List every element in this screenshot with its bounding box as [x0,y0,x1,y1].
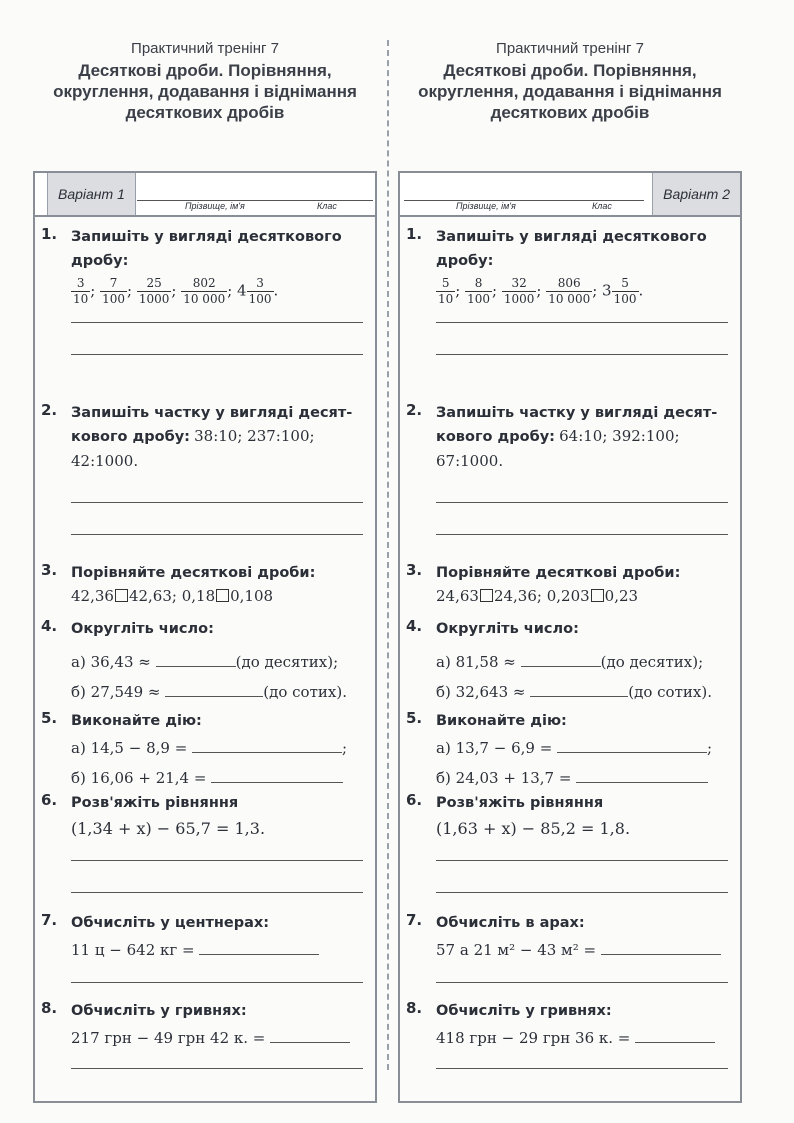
answer-line[interactable] [436,1067,728,1069]
task-5: 5. Виконайте дію: а) 13,7 − 6,9 = ; б) 24,03 + 13,7 = [406,709,713,787]
task-6: 6. Розв'яжіть рівняння (1,63 + x) − 85,2 = 1,8. [406,791,736,893]
answer-blank[interactable] [270,1028,350,1043]
answer-blank[interactable] [635,1028,715,1043]
answer-line[interactable] [436,981,728,983]
answer-line[interactable] [71,501,363,503]
task-7: 7. Обчисліть в арах: 57 а 21 м² − 43 м² = [406,911,736,983]
task-2: 2. Запишіть частку у вигляді десят- кового дробу: 64:10; 392:100; 67:1000. [406,401,736,535]
answer-blank[interactable] [530,682,628,697]
task-1: 1. Запишіть у вигляді десяткового дробу: $\frac{3}{10}$ ; $\frac{7}{100}$ ; $\frac{25}{1000}$ ; $\frac{802}{10 000}$ ; 4 $\frac{3}{100}$ . [41,225,371,355]
class-label: Клас [317,201,337,211]
answer-blank[interactable] [521,652,601,667]
task-8: 8. Обчисліть у гривнях: 217 грн − 49 грн 42 к. = [41,999,371,1069]
task-2: 2. Запишіть частку у вигляді десят- кового дробу: 38:10; 237:100; 42:1000. [41,401,371,535]
name-label: Прізвище, ім'я [185,201,245,211]
answer-line[interactable] [71,981,363,983]
worksheet-title: Десяткові дроби. Порівняння, округлення, додавання і віднімання десяткових дробів [418,61,722,122]
name-field[interactable] [137,200,373,201]
answer-line[interactable] [436,859,728,861]
answer-blank[interactable] [576,768,708,783]
worksheet-box [398,171,742,1103]
answer-line[interactable] [71,321,363,323]
answer-line[interactable] [436,321,728,323]
answer-line[interactable] [71,1067,363,1069]
task-1: 1. Запишіть у вигляді десяткового дробу: $\frac{5}{10}$ ; $\frac{8}{100}$ ; $\frac{32}{1000}$ ; $\frac{806}{10 000}$ ; 3 $\frac{5}{100}$ . [406,225,736,355]
task-4: 4. Округліть число: а) 81,58 ≈ (до десятих); б) 32,643 ≈ (до сотих). [406,617,712,701]
answer-blank[interactable] [192,738,342,753]
compare-box[interactable] [480,589,493,602]
variant-label: Варіант 2 [652,173,740,215]
fractions-row: $\frac{3}{10}$ ; $\frac{7}{100}$ ; $\frac{25}{1000}$ ; $\frac{802}{10 000}$ ; 4 $\frac{3}{100}$ . [73,276,279,306]
training-subtitle: Практичний тренінг 7 [496,40,644,57]
variant-2-column [398,40,742,1047]
task-8: 8. Обчисліть у гривнях: 418 грн − 29 грн 36 к. = [406,999,736,1069]
answer-blank[interactable] [557,738,707,753]
answer-line[interactable] [436,533,728,535]
compare-box[interactable] [216,589,229,602]
task-4: 4. Округліть число: а) 36,43 ≈ (до десятих); б) 27,549 ≈ (до сотих). [41,617,347,701]
answer-blank[interactable] [165,682,263,697]
training-subtitle: Практичний тренінг 7 [131,40,279,57]
student-header [35,173,375,217]
answer-blank[interactable] [211,768,343,783]
answer-blank[interactable] [199,940,319,955]
task-5: 5. Виконайте дію: а) 14,5 − 8,9 = ; б) 16,06 + 21,4 = [41,709,348,787]
compare-box[interactable] [591,589,604,602]
variant-label: Варіант 1 [47,173,136,215]
compare-box[interactable] [115,589,128,602]
worksheet-box [33,171,377,1103]
cut-line [387,40,389,1070]
task-3: 3. Порівняйте десяткові дроби: 24,63 24,36; 0,203 0,23 [406,561,681,605]
answer-line[interactable] [71,533,363,535]
answer-line[interactable] [71,353,363,355]
class-label: Клас [592,201,612,211]
fractions-row: $\frac{5}{10}$ ; $\frac{8}{100}$ ; $\frac{32}{1000}$ ; $\frac{806}{10 000}$ ; 3 $\frac{5}{100}$ . [438,276,644,306]
answer-blank[interactable] [601,940,721,955]
answer-blank[interactable] [156,652,236,667]
answer-line[interactable] [71,859,363,861]
name-label: Прізвище, ім'я [456,201,516,211]
variant-1-column [33,40,377,1047]
student-header [400,173,740,217]
task-3: 3. Порівняйте десяткові дроби: 42,36 42,63; 0,18 0,108 [41,561,316,605]
answer-line[interactable] [436,891,728,893]
task-7: 7. Обчисліть у центнерах: 11 ц − 642 кг = [41,911,371,983]
answer-line[interactable] [436,501,728,503]
answer-line[interactable] [436,353,728,355]
worksheet-title: Десяткові дроби. Порівняння, округлення, додавання і віднімання десяткових дробів [53,61,357,122]
task-6: 6. Розв'яжіть рівняння (1,34 + x) − 65,7 = 1,3. [41,791,371,893]
answer-line[interactable] [71,891,363,893]
